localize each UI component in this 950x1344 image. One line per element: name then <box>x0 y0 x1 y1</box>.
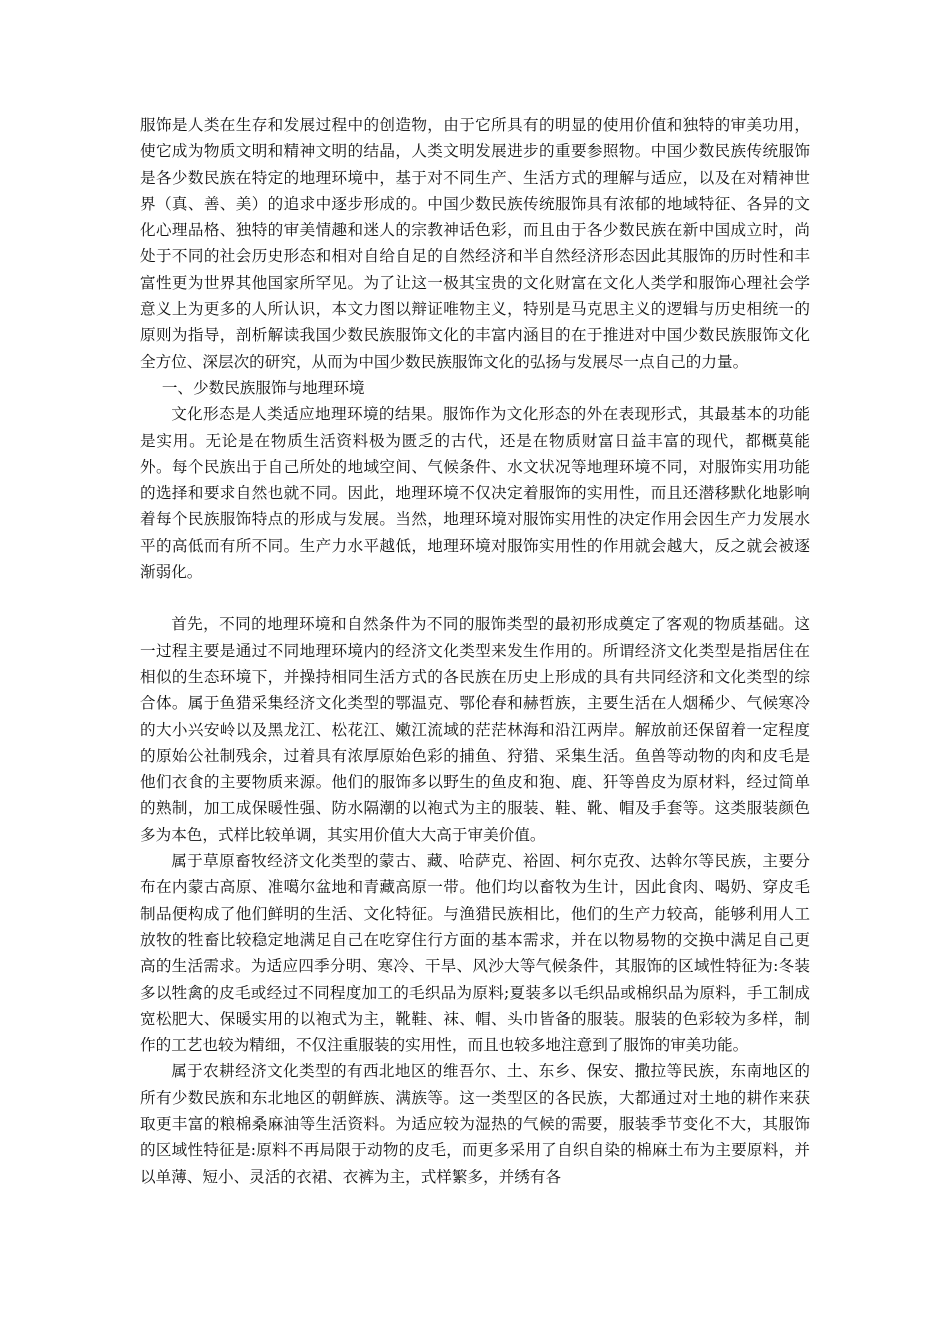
section-heading: 一、少数民族服饰与地理环境 <box>161 378 365 397</box>
document-body <box>140 112 810 1190</box>
paragraph-pastoral: 属于草原畜牧经济文化类型的蒙古、藏、哈萨克、裕固、柯尔克孜、达斡尔等民族，主要分布在内蒙古高原、准噶尔盆地和青藏高原一带。他们均以畜牧为生计，因此食肉、喝奶、穿皮毛制品便构成了他们鲜明的生活、文化特征。与渔猎民族相比，他们的生产力较高，能够利用人工放牧的牲畜比较稳定地满足自己在吃穿住行方面的基本需求，并在以物易物的交换中满足自己更高的生活需求。为适应四季分明、寒冷、干旱、风沙大等气候条件，其服饰的区域性特征为:冬装多以牲禽的皮毛或经过不同程度加工的毛织品为原料;夏装多以毛织品或棉织品为原料，手工制成宽松肥大、保暖实用的以袍式为主，靴鞋、袜、帽、头巾皆备的服装。服装的色彩较为多样，制作的工艺也较为精细，不仅注重服装的实用性，而且也较多地注意到了服饰的审美功能。 <box>140 852 810 1055</box>
paragraph-geography: 文化形态是人类适应地理环境的结果。服饰作为文化形态的外在表现形式，其最基本的功能是实用。无论是在物质生活资料极为匮乏的古代，还是在物质财富日益丰富的现代，都概莫能外。每个民族出于自己所处的地域空间、气候条件、水文状况等地理环境不同，对服饰实用功能的选择和要求自然也就不同。因此，地理环境不仅决定着服饰的实用性，而且还潜移默化地影响着每个民族服饰特点的形成与发展。当然，地理环境对服饰实用性的决定作用会因生产力发展水平的高低而有所不同。生产力水平越低，地理环境对服饰实用性的作用就会越大，反之就会被逐渐弱化。 <box>140 405 810 582</box>
intro-paragraph: 服饰是人类在生存和发展过程中的创造物，由于它所具有的明显的使用价值和独特的审美功用，使它成为物质文明和精神文明的结晶，人类文明发展进步的重要参照物。中国少数民族传统服饰是各少数民族在特定的地理环境中，基于对不同生产、生活方式的理解与适应，以及在对精神世界（真、善、美）的追求中逐步形成的。中国少数民族传统服饰具有浓郁的地域特征、各异的文化心理品格、独特的审美情趣和迷人的宗教神话色彩，而且由于各少数民族在新中国成立时，尚处于不同的社会历史形态和相对自给自足的自然经济和半自然经济形态因此其服饰的历时性和丰富性更为世界其他国家所罕见。为了让这一极其宝贵的文化财富在文化人类学和服饰心理社会学意义上为更多的人所认识，本文力图以辩证唯物主义，特别是马克思主义的逻辑与历史相统一的原则为指导，剖析解读我国少数民族服饰文化的丰富内涵目的在于推进对中国少数民族服饰文化全方位、深层次的研究，从而为中国少数民族服饰文化的弘扬与发展尽一点自己的力量。 <box>140 116 810 371</box>
paragraph-hunting: 首先，不同的地理环境和自然条件为不同的服饰类型的最初形成奠定了客观的物质基础。这一过程主要是通过不同地理环境内的经济文化类型来发生作用的。所谓经济文化类型是指居住在相似的生态环境下，并操持相同生活方式的各民族在历史上形成的具有共同经济和文化类型的综合体。属于鱼猎采集经济文化类型的鄂温克、鄂伦春和赫哲族，主要生活在人烟稀少、气候寒冷的大小兴安岭以及黑龙江、松花江、嫩江流域的茫茫林海和沿江两岸。解放前还保留着一定程度的原始公社制残余，过着具有浓厚原始色彩的捕鱼、狩猎、采集生活。鱼兽等动物的肉和皮毛是他们衣食的主要物质来源。他们的服饰多以野生的鱼皮和狍、鹿、犴等兽皮为原材料，经过简单的熟制，加工成保暖性强、防水隔潮的以袍式为主的服装、鞋、靴、帽及手套等。这类服装颜色多为本色，式样比较单调，其实用价值大大高于审美价值。 <box>140 615 810 844</box>
paragraph-spacer <box>140 585 810 611</box>
paragraph-agricultural: 属于农耕经济文化类型的有西北地区的维吾尔、土、东乡、保安、撒拉等民族，东南地区的所有少数民族和东北地区的朝鲜族、满族等。这一类型区的各民族，大都通过对土地的耕作来获取更丰富的粮棉桑麻油等生活资料。为适应较为湿热的气候的需要，服装季节变化不大，其服饰的区域性特征是:原料不再局限于动物的皮毛，而更多采用了自织自染的棉麻土布为主要原料，并以单薄、短小、灵活的衣裙、衣裤为主，式样繁多，并绣有各 <box>140 1062 810 1186</box>
